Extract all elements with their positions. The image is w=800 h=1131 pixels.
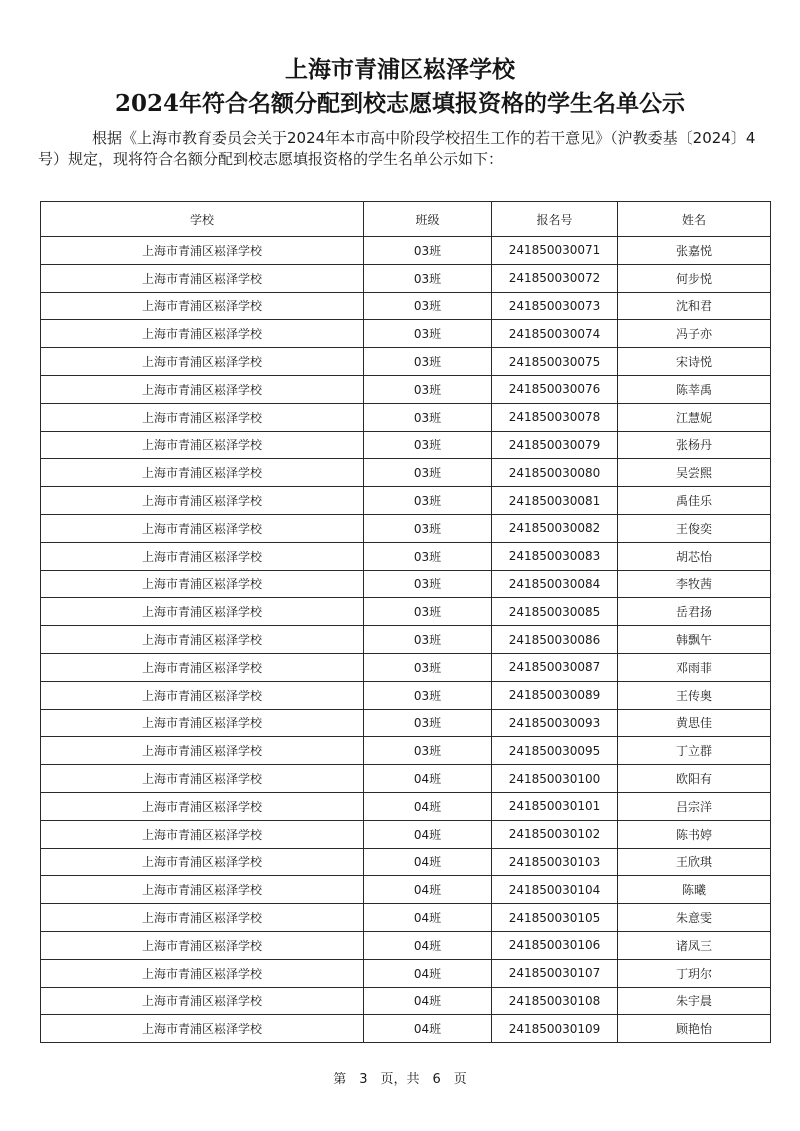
cell-class: 04班 xyxy=(364,848,492,876)
cell-class: 03班 xyxy=(364,264,492,292)
cell-student-name: 江慧妮 xyxy=(618,403,771,431)
cell-school: 上海市青浦区崧泽学校 xyxy=(41,1015,364,1043)
cell-registration-number: 241850030109 xyxy=(492,1015,618,1043)
cell-registration-number: 241850030085 xyxy=(492,598,618,626)
table-row xyxy=(41,487,771,515)
cell-registration-number: 241850030071 xyxy=(492,237,618,265)
table-row xyxy=(41,514,771,542)
cell-school: 上海市青浦区崧泽学校 xyxy=(41,848,364,876)
document-subtitle: 2024年符合名额分配到校志愿填报资格的学生名单公示 xyxy=(114,90,685,117)
table-row xyxy=(41,1015,771,1043)
cell-registration-number: 241850030095 xyxy=(492,737,618,765)
cell-registration-number: 241850030081 xyxy=(492,487,618,515)
cell-registration-number: 241850030106 xyxy=(492,931,618,959)
cell-class: 03班 xyxy=(364,542,492,570)
cell-school: 上海市青浦区崧泽学校 xyxy=(41,626,364,654)
cell-registration-number: 241850030074 xyxy=(492,320,618,348)
cell-registration-number: 241850030100 xyxy=(492,765,618,793)
cell-student-name: 丁玥尔 xyxy=(618,959,771,987)
cell-student-name: 朱宇晨 xyxy=(618,987,771,1015)
cell-student-name: 黄思佳 xyxy=(618,709,771,737)
column-header-registration-number: 报名号 xyxy=(492,202,618,237)
table-row xyxy=(41,431,771,459)
cell-registration-number: 241850030093 xyxy=(492,709,618,737)
column-header-school: 学校 xyxy=(41,202,364,237)
cell-student-name: 禹佳乐 xyxy=(618,487,771,515)
cell-student-name: 李牧茜 xyxy=(618,570,771,598)
cell-school: 上海市青浦区崧泽学校 xyxy=(41,570,364,598)
cell-student-name: 陈莘禹 xyxy=(618,375,771,403)
cell-student-name: 顾艳怡 xyxy=(618,1015,771,1043)
cell-student-name: 诸凤三 xyxy=(618,931,771,959)
table-row xyxy=(41,403,771,431)
cell-school: 上海市青浦区崧泽学校 xyxy=(41,292,364,320)
cell-class: 03班 xyxy=(364,681,492,709)
cell-student-name: 丁立群 xyxy=(618,737,771,765)
cell-student-name: 陈书婷 xyxy=(618,820,771,848)
cell-registration-number: 241850030105 xyxy=(492,904,618,932)
cell-school: 上海市青浦区崧泽学校 xyxy=(41,487,364,515)
page-number: 第 3 页，共 6 页 xyxy=(333,1072,467,1087)
table-row xyxy=(41,626,771,654)
cell-student-name: 王俊奕 xyxy=(618,514,771,542)
cell-student-name: 张杨丹 xyxy=(618,431,771,459)
cell-school: 上海市青浦区崧泽学校 xyxy=(41,431,364,459)
cell-student-name: 邓雨菲 xyxy=(618,653,771,681)
student-list-table xyxy=(40,201,771,1043)
cell-registration-number: 241850030080 xyxy=(492,459,618,487)
cell-class: 03班 xyxy=(364,598,492,626)
cell-class: 03班 xyxy=(364,626,492,654)
cell-student-name: 朱意雯 xyxy=(618,904,771,932)
cell-registration-number: 241850030084 xyxy=(492,570,618,598)
column-header-name: 姓名 xyxy=(618,202,771,237)
cell-school: 上海市青浦区崧泽学校 xyxy=(41,987,364,1015)
table-row xyxy=(41,904,771,932)
header-row xyxy=(41,202,771,237)
cell-school: 上海市青浦区崧泽学校 xyxy=(41,904,364,932)
table-row xyxy=(41,959,771,987)
cell-school: 上海市青浦区崧泽学校 xyxy=(41,598,364,626)
table-row xyxy=(41,375,771,403)
cell-registration-number: 241850030089 xyxy=(492,681,618,709)
cell-registration-number: 241850030079 xyxy=(492,431,618,459)
cell-registration-number: 241850030086 xyxy=(492,626,618,654)
cell-registration-number: 241850030108 xyxy=(492,987,618,1015)
cell-school: 上海市青浦区崧泽学校 xyxy=(41,737,364,765)
cell-student-name: 欧阳有 xyxy=(618,765,771,793)
cell-class: 03班 xyxy=(364,737,492,765)
cell-registration-number: 241850030078 xyxy=(492,403,618,431)
table-row xyxy=(41,765,771,793)
cell-class: 04班 xyxy=(364,959,492,987)
cell-class: 03班 xyxy=(364,459,492,487)
table-row xyxy=(41,292,771,320)
document-title: 上海市青浦区崧泽学校 xyxy=(285,56,515,83)
cell-student-name: 岳君扬 xyxy=(618,598,771,626)
cell-student-name: 冯子亦 xyxy=(618,320,771,348)
cell-registration-number: 241850030102 xyxy=(492,820,618,848)
cell-registration-number: 241850030107 xyxy=(492,959,618,987)
table-row xyxy=(41,570,771,598)
cell-class: 03班 xyxy=(364,237,492,265)
cell-class: 03班 xyxy=(364,514,492,542)
cell-school: 上海市青浦区崧泽学校 xyxy=(41,959,364,987)
intro-paragraph: 根据《上海市教育委员会关于2024年本市高中阶段学校招生工作的若干意见》（沪教委基〔2024〕4号）规定，现将符合名额分配到校志愿填报资格的学生名单公示如下： xyxy=(38,129,756,168)
table-row xyxy=(41,237,771,265)
table-row xyxy=(41,542,771,570)
cell-registration-number: 241850030104 xyxy=(492,876,618,904)
cell-school: 上海市青浦区崧泽学校 xyxy=(41,514,364,542)
cell-student-name: 吕宗洋 xyxy=(618,792,771,820)
cell-school: 上海市青浦区崧泽学校 xyxy=(41,820,364,848)
cell-registration-number: 241850030075 xyxy=(492,348,618,376)
cell-student-name: 张嘉悦 xyxy=(618,237,771,265)
cell-student-name: 胡芯怡 xyxy=(618,542,771,570)
cell-student-name: 沈和君 xyxy=(618,292,771,320)
cell-class: 03班 xyxy=(364,653,492,681)
cell-class: 03班 xyxy=(364,320,492,348)
table-body xyxy=(41,237,771,1043)
cell-registration-number: 241850030087 xyxy=(492,653,618,681)
cell-class: 04班 xyxy=(364,931,492,959)
cell-registration-number: 241850030103 xyxy=(492,848,618,876)
cell-school: 上海市青浦区崧泽学校 xyxy=(41,876,364,904)
cell-school: 上海市青浦区崧泽学校 xyxy=(41,459,364,487)
table-row xyxy=(41,820,771,848)
cell-class: 04班 xyxy=(364,792,492,820)
cell-class: 03班 xyxy=(364,375,492,403)
cell-class: 03班 xyxy=(364,292,492,320)
cell-class: 04班 xyxy=(364,1015,492,1043)
cell-class: 04班 xyxy=(364,987,492,1015)
table-row xyxy=(41,598,771,626)
cell-class: 03班 xyxy=(364,570,492,598)
table-row xyxy=(41,681,771,709)
cell-school: 上海市青浦区崧泽学校 xyxy=(41,264,364,292)
cell-class: 03班 xyxy=(364,348,492,376)
cell-school: 上海市青浦区崧泽学校 xyxy=(41,403,364,431)
cell-registration-number: 241850030083 xyxy=(492,542,618,570)
cell-registration-number: 241850030082 xyxy=(492,514,618,542)
cell-registration-number: 241850030073 xyxy=(492,292,618,320)
cell-student-name: 陈曦 xyxy=(618,876,771,904)
cell-student-name: 王欣琪 xyxy=(618,848,771,876)
cell-registration-number: 241850030072 xyxy=(492,264,618,292)
cell-school: 上海市青浦区崧泽学校 xyxy=(41,375,364,403)
cell-class: 04班 xyxy=(364,904,492,932)
cell-school: 上海市青浦区崧泽学校 xyxy=(41,653,364,681)
table-header xyxy=(41,202,771,237)
cell-school: 上海市青浦区崧泽学校 xyxy=(41,237,364,265)
cell-student-name: 王传奥 xyxy=(618,681,771,709)
table-row xyxy=(41,709,771,737)
table-row xyxy=(41,848,771,876)
cell-school: 上海市青浦区崧泽学校 xyxy=(41,542,364,570)
table-row xyxy=(41,459,771,487)
cell-student-name: 何步悦 xyxy=(618,264,771,292)
cell-class: 03班 xyxy=(364,431,492,459)
column-header-class: 班级 xyxy=(364,202,492,237)
table-row xyxy=(41,931,771,959)
table-row xyxy=(41,653,771,681)
table-row xyxy=(41,876,771,904)
cell-school: 上海市青浦区崧泽学校 xyxy=(41,792,364,820)
cell-school: 上海市青浦区崧泽学校 xyxy=(41,348,364,376)
cell-class: 04班 xyxy=(364,765,492,793)
cell-class: 03班 xyxy=(364,487,492,515)
cell-school: 上海市青浦区崧泽学校 xyxy=(41,931,364,959)
table-row xyxy=(41,264,771,292)
table-row xyxy=(41,792,771,820)
cell-class: 03班 xyxy=(364,709,492,737)
cell-class: 04班 xyxy=(364,820,492,848)
cell-registration-number: 241850030101 xyxy=(492,792,618,820)
table-row xyxy=(41,987,771,1015)
table-row xyxy=(41,320,771,348)
cell-student-name: 吴尝熙 xyxy=(618,459,771,487)
cell-school: 上海市青浦区崧泽学校 xyxy=(41,709,364,737)
cell-class: 03班 xyxy=(364,403,492,431)
cell-registration-number: 241850030076 xyxy=(492,375,618,403)
cell-student-name: 韩飘午 xyxy=(618,626,771,654)
cell-school: 上海市青浦区崧泽学校 xyxy=(41,765,364,793)
cell-class: 04班 xyxy=(364,876,492,904)
cell-student-name: 宋诗悦 xyxy=(618,348,771,376)
cell-school: 上海市青浦区崧泽学校 xyxy=(41,681,364,709)
table-row xyxy=(41,348,771,376)
table-row xyxy=(41,737,771,765)
cell-school: 上海市青浦区崧泽学校 xyxy=(41,320,364,348)
